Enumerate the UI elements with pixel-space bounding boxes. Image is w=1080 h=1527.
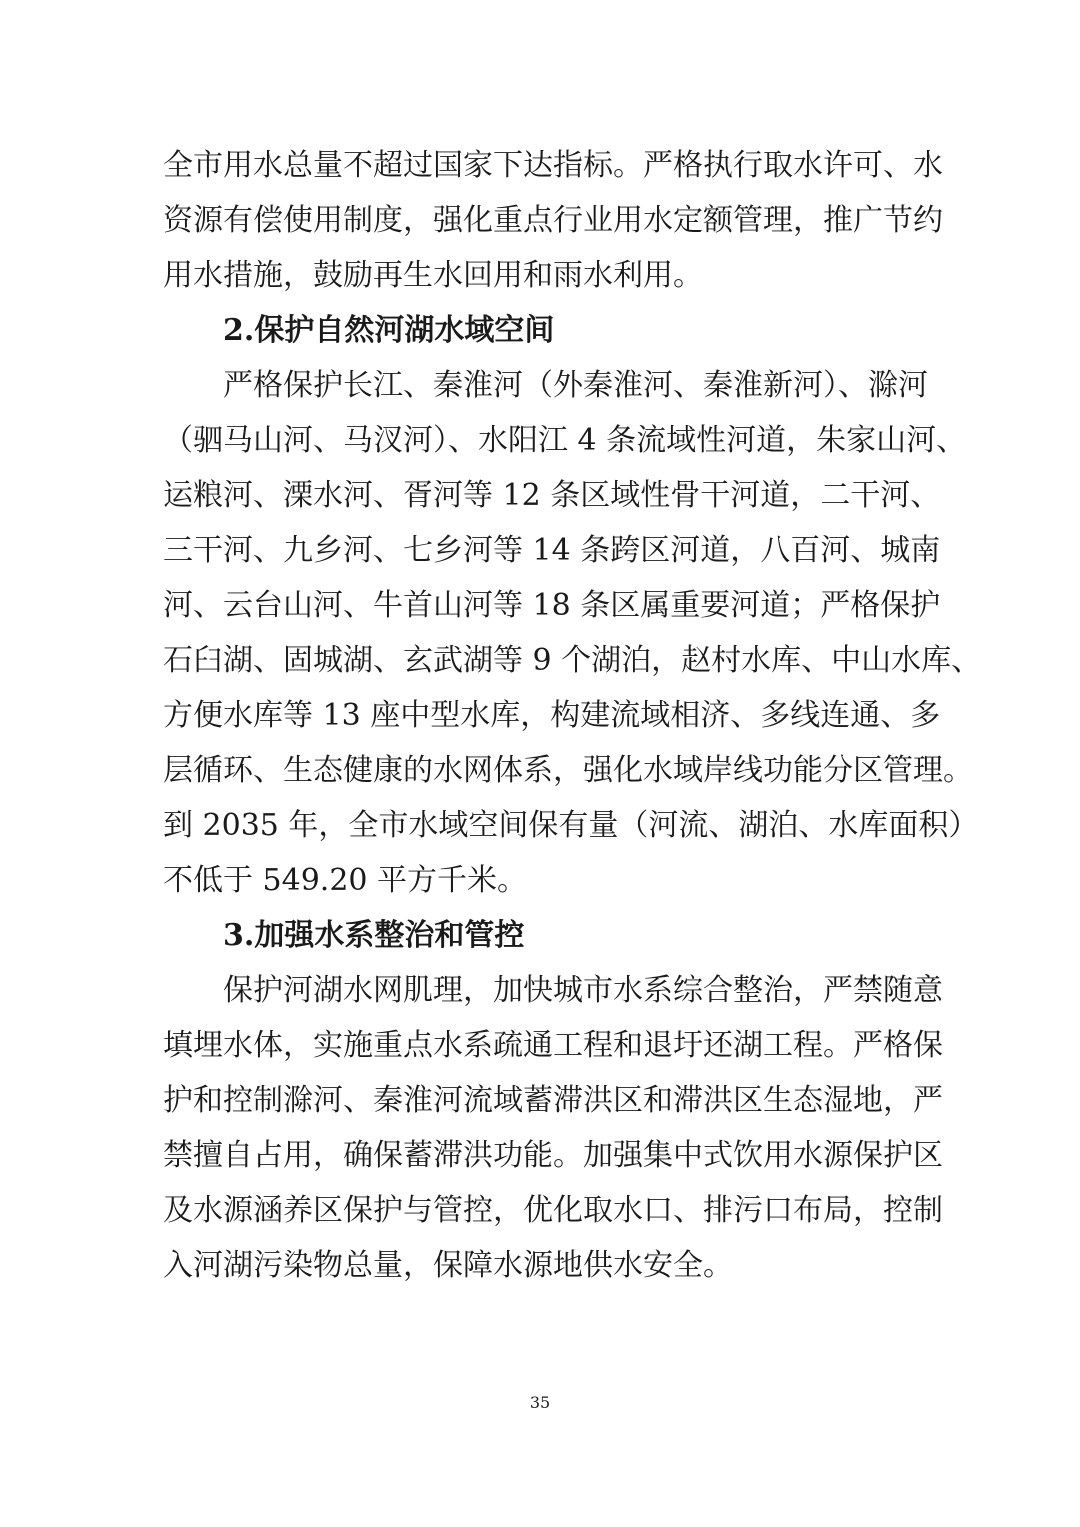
text-line: 不低于 549.20 平方千米。 [163, 863, 528, 898]
text-line: （驷马山河、马汊河）、水阳江 4 条流域性河道，朱家山河、 [163, 423, 967, 458]
text-line: 严格保护长江、秦淮河（外秦淮河、秦淮新河）、滁河 [223, 368, 928, 403]
text-line: 入河湖污染物总量，保障水源地供水安全。 [163, 1248, 733, 1283]
text-line: 用水措施，鼓励再生水回用和雨水利用。 [163, 258, 703, 293]
text-line: 护和控制滁河、秦淮河流域蓄滞洪区和滞洪区生态湿地，严 [163, 1083, 943, 1118]
section-heading-protect-waters: 2.保护自然河湖水域空间 [223, 313, 555, 348]
text-line: 到 2035 年，全市水域空间保有量（河流、湖泊、水库面积） [163, 808, 979, 843]
section-heading-water-system: 3.加强水系整治和管控 [223, 918, 525, 953]
text-line: 全市用水总量不超过国家下达指标。严格执行取水许可、水 [163, 148, 943, 183]
text-line: 三干河、九乡河、七乡河等 14 条跨区河道，八百河、城南 [163, 533, 941, 568]
text-line: 保护河湖水网肌理，加快城市水系综合整治，严禁随意 [223, 973, 943, 1008]
page-number: 35 [529, 1393, 551, 1412]
text-line: 河、云台山河、牛首山河等 18 条区属重要河道；严格保护 [163, 588, 941, 623]
text-line: 方便水库等 13 座中型水库，构建流域相济、多线连通、多 [163, 698, 941, 733]
text-line: 禁擅自占用，确保蓄滞洪功能。加强集中式饮用水源保护区 [163, 1138, 943, 1173]
text-line: 运粮河、溧水河、胥河等 12 条区域性骨干河道，二干河、 [163, 478, 941, 513]
text-line: 填埋水体，实施重点水系疏通工程和退圩还湖工程。严格保 [163, 1028, 943, 1063]
text-line: 石臼湖、固城湖、玄武湖等 9 个湖泊，赵村水库、中山水库、 [163, 643, 982, 678]
text-line: 层循环、生态健康的水网体系，强化水域岸线功能分区管理。 [163, 753, 973, 788]
text-line: 及水源涵养区保护与管控，优化取水口、排污口布局，控制 [163, 1193, 943, 1228]
text-line: 资源有偿使用制度，强化重点行业用水定额管理，推广节约 [163, 203, 943, 238]
